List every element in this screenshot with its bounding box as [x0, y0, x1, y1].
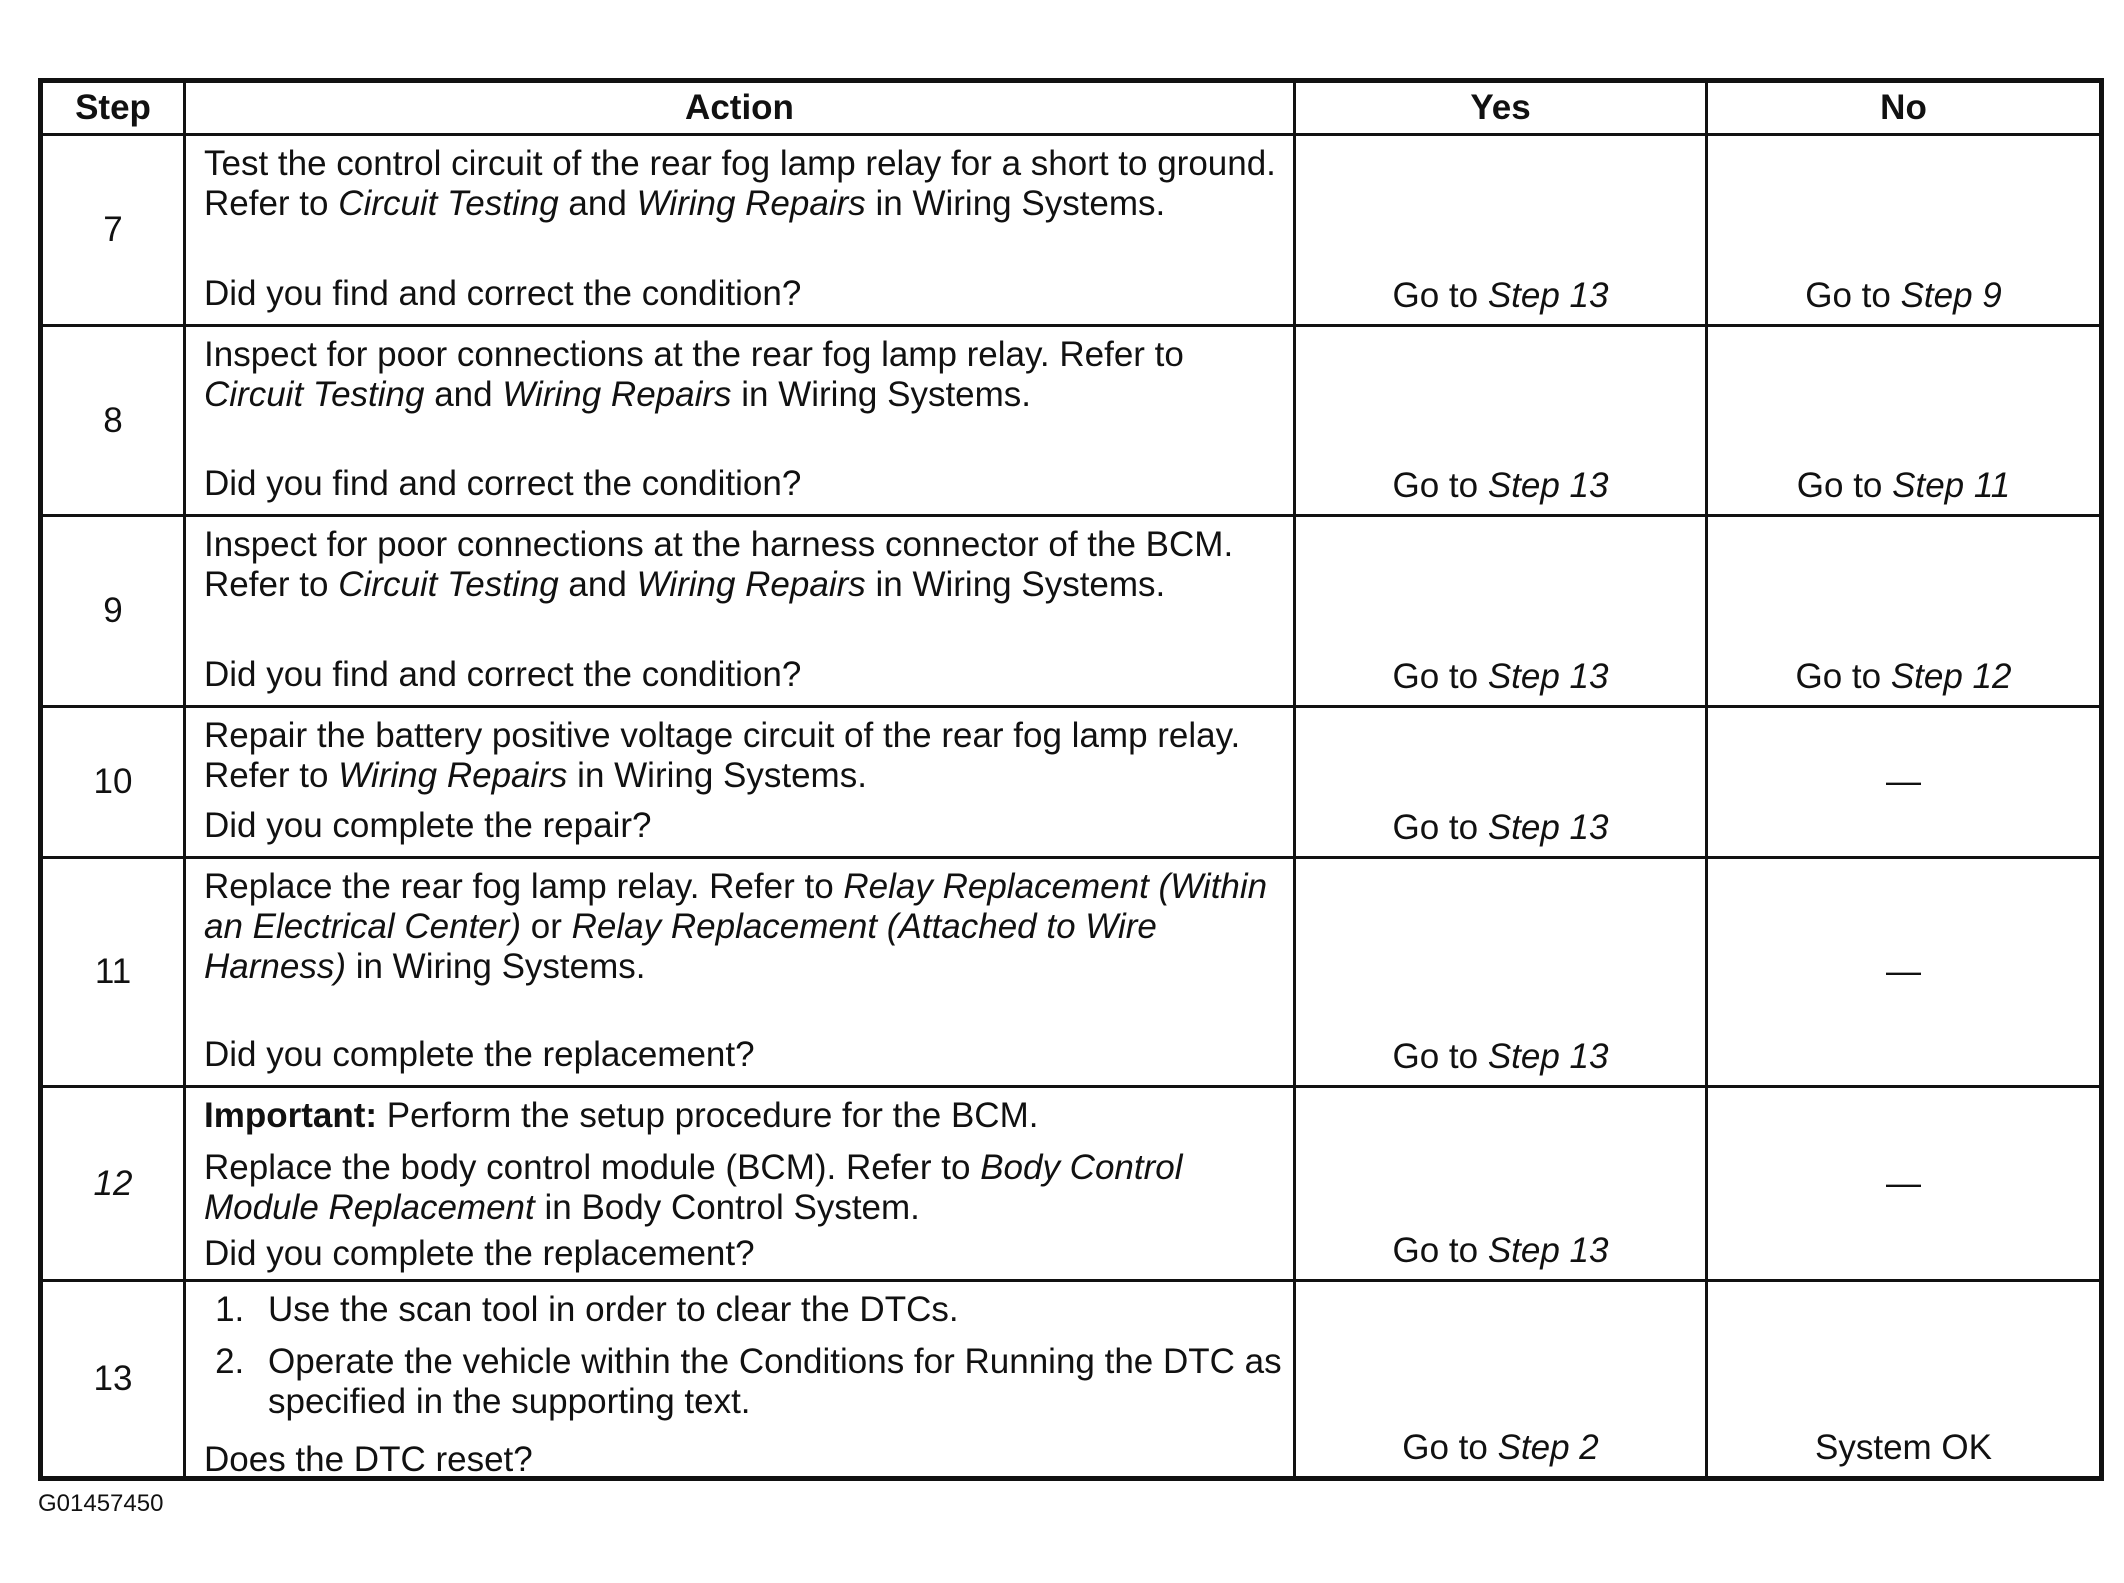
action-question: Did you complete the replacement? — [204, 1234, 755, 1273]
action-question: Did you find and correct the condition? — [204, 655, 802, 694]
yes-result — [1295, 1087, 1707, 1281]
italic-reference: Step 13 — [1487, 466, 1609, 505]
text-run: Go to — [1392, 1231, 1488, 1270]
text-run: Go to — [1392, 657, 1488, 696]
text-run: in Wiring Systems. — [567, 756, 867, 795]
action-text — [204, 335, 1283, 415]
step-number: 11 — [41, 858, 185, 1087]
diagnostic-table — [38, 78, 2104, 1481]
italic-reference: Step 13 — [1487, 657, 1609, 696]
action-question: Did you find and correct the condition? — [204, 274, 802, 313]
italic-reference: Relay Replacement (Within an Electrical Center) — [204, 867, 1268, 946]
text-run: Go to — [1402, 1428, 1498, 1467]
header-step: Step — [41, 81, 185, 135]
italic-reference: Circuit Testing — [204, 375, 425, 414]
italic-reference: Step 13 — [1487, 1037, 1609, 1076]
header-action: Action — [185, 81, 1295, 135]
text-run: Go to — [1392, 466, 1488, 505]
figure-id: G01457450 — [38, 1490, 164, 1517]
text-run: Inspect for poor connections at the rear fog lamp relay. Refer to — [204, 335, 1184, 374]
italic-reference: Step 9 — [1900, 276, 2002, 315]
action-instructions — [204, 144, 1283, 224]
yes-result — [1295, 1281, 1707, 1479]
action-question: Did you complete the repair? — [204, 806, 652, 845]
text-run: in Wiring Systems. — [731, 375, 1032, 414]
step-number: 12 — [41, 1087, 185, 1281]
action-instructions — [204, 525, 1283, 605]
action-instructions — [204, 1290, 1283, 1434]
action-text — [204, 144, 1283, 224]
no-result — [1707, 516, 2102, 707]
text-run: Repair the battery positive voltage circuit of the rear fog lamp relay. Refer to — [204, 716, 1241, 795]
text-run: Go to — [1392, 808, 1488, 847]
action-question: Did you complete the replacement? — [204, 1035, 755, 1074]
action-cell — [185, 1281, 1295, 1479]
action-cell — [185, 516, 1295, 707]
italic-reference: Step 13 — [1487, 276, 1609, 315]
procedure-list — [204, 1290, 1283, 1422]
step-number: 10 — [41, 707, 185, 858]
text-run: and — [424, 375, 503, 414]
action-text — [204, 867, 1283, 987]
table-row — [41, 516, 2102, 707]
text-run: and — [558, 184, 637, 223]
table-row — [41, 1087, 2102, 1281]
no-result — [1707, 858, 2102, 1087]
text-run: Go to — [1805, 276, 1901, 315]
no-result — [1707, 707, 2102, 858]
yes-result — [1295, 516, 1707, 707]
text-run: Go to — [1796, 466, 1893, 505]
action-instructions — [204, 1096, 1283, 1228]
text-run: in Wiring Systems. — [865, 565, 1166, 604]
text-run: Replace the body control module (BCM). Refer to — [204, 1148, 981, 1187]
text-run: and — [558, 565, 637, 604]
text-run: Test the control circuit of the rear fog lamp relay for a short to ground. Refer to — [204, 144, 1276, 223]
text-run: in Wiring Systems. — [865, 184, 1166, 223]
italic-reference: Step 13 — [1487, 1231, 1609, 1270]
yes-result — [1295, 858, 1707, 1087]
italic-reference: Wiring Repairs — [502, 375, 732, 414]
yes-result — [1295, 135, 1707, 326]
step-number: 9 — [41, 516, 185, 707]
text-run: System OK — [1815, 1428, 1992, 1467]
italic-reference: Relay Replacement (Attached to Wire Harness) — [204, 907, 1157, 986]
step-number: 8 — [41, 326, 185, 516]
italic-reference: Circuit Testing — [338, 184, 559, 223]
header-no: No — [1707, 81, 2102, 135]
text-run: or — [521, 907, 572, 946]
step-number: 13 — [41, 1281, 185, 1479]
italic-reference: Step 12 — [1890, 657, 2012, 696]
action-text — [204, 525, 1283, 605]
no-result — [1707, 135, 2102, 326]
action-cell — [185, 858, 1295, 1087]
text-run: in Body Control System. — [534, 1188, 920, 1227]
action-cell — [185, 326, 1295, 516]
italic-reference: Wiring Repairs — [636, 184, 866, 223]
header-yes: Yes — [1295, 81, 1707, 135]
procedure-step: 1. Use the scan tool in order to clear the DTCs. — [254, 1290, 1283, 1330]
table-row — [41, 707, 2102, 858]
important-note — [204, 1096, 1283, 1136]
action-instructions — [204, 716, 1283, 796]
action-text — [204, 1148, 1283, 1228]
yes-result — [1295, 707, 1707, 858]
no-result — [1707, 1087, 2102, 1281]
bold-text: Important: — [204, 1096, 378, 1135]
action-text — [204, 716, 1283, 796]
text-run: Go to — [1392, 1037, 1488, 1076]
no-result — [1707, 1281, 2102, 1479]
text-run: — — [1886, 952, 1921, 991]
italic-reference: Step 11 — [1892, 466, 2011, 505]
table-row — [41, 135, 2102, 326]
text-run: Go to — [1392, 276, 1488, 315]
italic-reference: Body Control Module Replacement — [204, 1148, 1183, 1227]
action-cell — [185, 1087, 1295, 1281]
action-question: Does the DTC reset? — [204, 1440, 533, 1479]
no-result — [1707, 326, 2102, 516]
table-row — [41, 326, 2102, 516]
italic-reference: Step 13 — [1487, 808, 1609, 847]
table-row — [41, 858, 2102, 1087]
action-cell — [185, 135, 1295, 326]
text-run: — — [1886, 1163, 1921, 1203]
text-run: Replace the rear fog lamp relay. Refer to — [204, 867, 844, 906]
italic-reference: Wiring Repairs — [338, 756, 568, 795]
action-question: Did you find and correct the condition? — [204, 464, 802, 503]
procedure-step: 2. Operate the vehicle within the Conditions for Running the DTC as specified in the supporting text. — [254, 1342, 1283, 1422]
text-run: — — [1886, 762, 1921, 801]
yes-result — [1295, 326, 1707, 516]
text-run: Inspect for poor connections at the harness connector of the BCM. Refer to — [204, 525, 1234, 604]
text-run: in Wiring Systems. — [345, 947, 646, 986]
header-row — [41, 81, 2102, 135]
action-cell — [185, 707, 1295, 858]
italic-reference: Circuit Testing — [338, 565, 559, 604]
action-instructions — [204, 867, 1283, 987]
table-row — [41, 1281, 2102, 1479]
step-number: 7 — [41, 135, 185, 326]
italic-reference: Step 2 — [1497, 1428, 1599, 1467]
text-run: Go to — [1795, 657, 1891, 696]
text-run: Perform the setup procedure for the BCM. — [377, 1096, 1039, 1135]
italic-reference: Wiring Repairs — [636, 565, 866, 604]
action-instructions — [204, 335, 1283, 415]
